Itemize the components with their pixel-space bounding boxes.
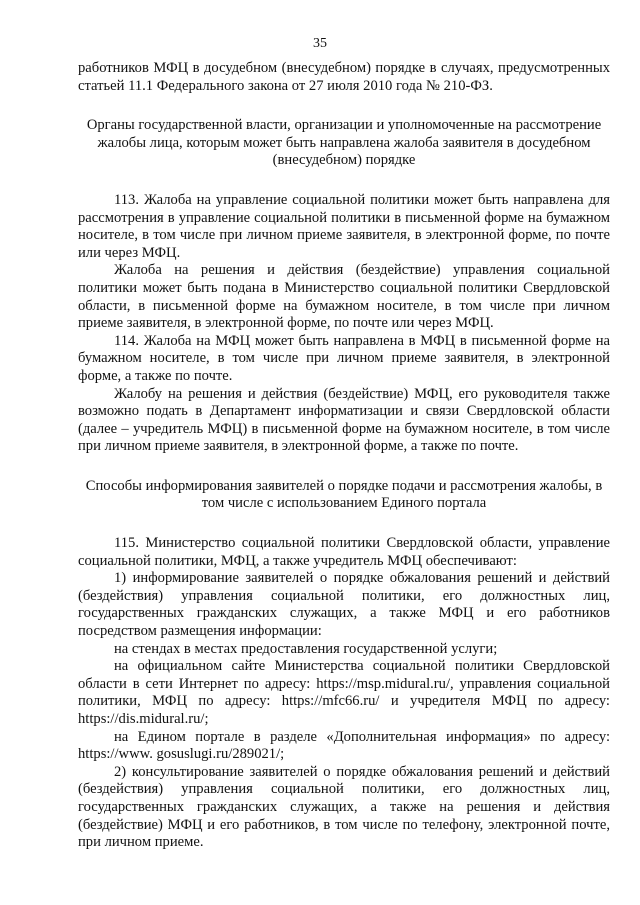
paragraph-115-portal: на Едином портале в разделе «Дополнительная информация» по адресу: https://www. gosuslugi.ru/289021/; <box>78 728 610 763</box>
paragraph-115-item-2: 2) консультирование заявителей о порядке обжалования решений и действий (бездействия) управления социальной политики, его должностных лиц, государственных гражданских служащих, а также на решения и действия (бездействие) МФЦ и его работников, в том числе по телефону, электронной почте, при личном приеме. <box>78 763 610 851</box>
paragraph-115-websites: на официальном сайте Министерства социальной политики Свердловской области в сети Интернет по адресу: https://msp.midural.ru/, управления социальной политики, МФЦ по адресу: https://mfc66.ru/ и учредителя МФЦ по адресу: https://dis.midural.ru/; <box>78 658 610 727</box>
paragraph-114: 114. Жалоба на МФЦ может быть направлена в МФЦ в письменной форме на бумажном носителе, в том числе при личном приеме заявителя, в электронной форме, а также по почте. <box>78 332 610 384</box>
paragraph-115: 115. Министерство социальной политики Свердловской области, управление социальной политики, МФЦ, а также учредитель МФЦ обеспечивают: <box>78 535 610 569</box>
paragraph-115-stands: на стендах в местах предоставления государственной услуги; <box>114 640 498 657</box>
intro-paragraph: работников МФЦ в досудебном (внесудебном) порядке в случаях, предусмотренных статьей 11.1 Федерального закона от 27 июля 2010 года № 210-ФЗ. <box>78 60 610 94</box>
section-heading-informing-methods: Способы информирования заявителей о порядке подачи и рассмотрения жалобы, в том числе с использованием Единого портала <box>85 477 603 512</box>
page-number: 35 <box>313 36 327 51</box>
section-heading-complaint-bodies: Органы государственной власти, организации и уполномоченные на рассмотрение жалобы лица, которым может быть направлена жалоба заявителя в досудебном (внесудебном) порядке <box>86 117 602 169</box>
paragraph-113-continued: Жалоба на решения и действия (бездействие) управления социальной политики может быть подана в Министерство социальной политики Свердловской области, в письменной форме на бумажном носителе, в том числе при личном приеме заявителя, в электронной форме, по почте или через МФЦ. <box>78 262 610 332</box>
paragraph-115-item-1: 1) информирование заявителей о порядке обжалования решений и действий (бездействия) управления социальной политики, его должностных лиц, государственных гражданских служащих, а также МФЦ и его работников посредством размещения информации: <box>78 570 610 640</box>
paragraph-113: 113. Жалоба на управление социальной политики может быть направлена для рассмотрения в управление социальной политики в письменной форме на бумажном носителе, в том числе при личном приеме заявителя, в электронной форме, по почте или через МФЦ. <box>78 191 610 261</box>
document-body <box>78 60 610 852</box>
paragraph-114-continued: Жалобу на решения и действия (бездействие) МФЦ, его руководителя также возможно подать в Департамент информатизации и связи Свердловской области (далее – учредитель МФЦ) в письменной форме на бумажном носителе, в том числе при личном приеме заявителя, в электронной форме, а также по почте. <box>78 385 610 455</box>
